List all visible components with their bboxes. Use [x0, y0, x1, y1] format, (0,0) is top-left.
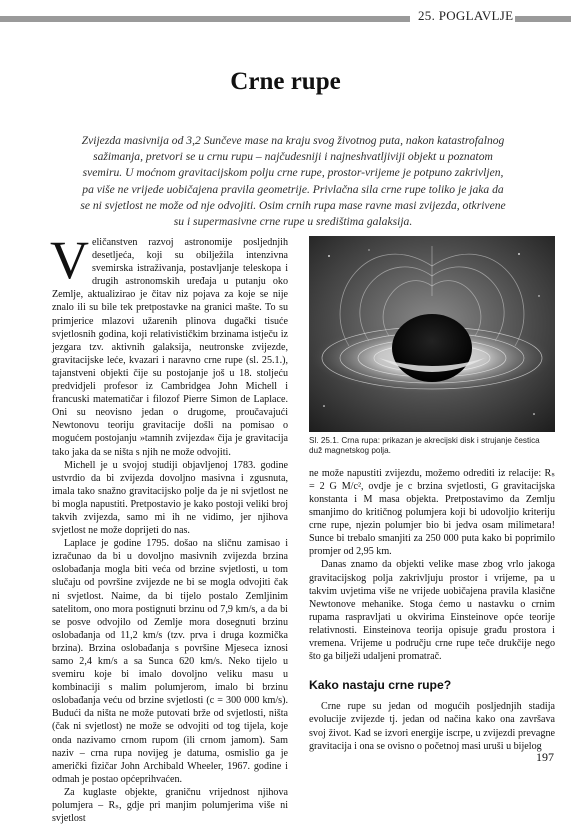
right-column [309, 236, 555, 753]
page-number: 197 [536, 750, 554, 764]
paragraph-text: eličanstven razvoj astronomije posljednjih desetljeća, koji su obilježila intenzivna svemirska istraživanja, postavljanje teleskopa i drugih astronomskih uređaja u putanju oko Zemlje, aktualizirao je čitav niz pojava za koje se nije znalo ili su bile tek pretpostavke na granici mašte. To su primjerice mlazovi užarenih plinova dugački tisuće svjetlosnih godina, koji relativističkim brzinama istječu iz jezgara tzv. aktivnih galaksija, neutronske zvijezde, gravitacijske leće, kvazari i naravno crne rupe (sl. 25.1.), tajanstveni objekti čije su postojanje još u 18. stoljeću predvidjeli profesor iz Cambridgea John Michell i francuski matematičar i filozof Pierre Simon de Laplace. Oni su neovisno jedan o drugome, proučavajući Newtonovu teoriju gravitacije došli na pomisao o mogućem postojanju »tamnih zvijezda« čija je gravitacija tako jaka da se ništa s njih ne može odvojiti. [52, 237, 288, 458]
body-paragraph: Crne rupe su jedan od mogućih posljednjih stadija evolucije zvijezde tj. jedan od načina kako ona završava svoj život. Kad se izvori energije iscrpe, u zvijezdi prevagne gravitacija i ona se ovisno o početnoj masi uruši u bijelog [309, 701, 555, 752]
header-rule-right [515, 16, 571, 22]
body-paragraph: Danas znamo da objekti velike mase zbog vrlo jakoga gravitacijskog polja zakrivljuju prostor i vrijeme, pa u takvim uvjetima više ne vrijede uobičajena pravila klasične Newtonove mehanike. Stoga ćemo u nastavku o crnim rupama raspravljati u okvirima Einsteinove opće teorije relativnosti. Einsteinova teorija opisuje građu prostora i vremena. Vrijeme u području crne rupe teče drukčije nego što ga bilježi udaljeni promatrač. [309, 559, 555, 663]
figure-caption: Sl. 25.1. Crna rupa: prikazan je akrecijski disk i strujanje čestica duž magnetskog polja. [309, 436, 540, 456]
black-hole-figure [309, 236, 555, 432]
body-paragraph: ne može napustiti zvijezdu, možemo odrediti iz relacije: Rₛ = 2 G M/c², ovdje je c brzina svjetlosti, G gravitacijska konstanta i M masa objekta. Pretpostavimo da Zemlju smanjimo do kritičnog polumjera koji bi udovoljio kriteriju crne rupe, njezin polumjer bio bi jedva osam milimetara! Sunce bi trebalo smanjiti za 250 000 puta kako bi poprimilo promjer od 2,95 km. [309, 467, 555, 558]
body-paragraph: Laplace je godine 1795. došao na sličnu zamisao i izračunao da bi u dovoljno masivnih zvijezda brzina oslobađanja mogla biti veća od brzine svjetlosti, u tom slučaju od površine zvijezde ne bi se mogla odvojiti čak ni svjetlost. Naime, da bi tijelo postalo Zemljinim satelitom, ono mora postignuti brzinu od 7,9 km/s, a da bi se posve odvojilo od Zemlje mora dosegnuti brzinu oslobađanja od 11,2 km/s (tzv. prva i druga kozmička brzina). Brzina oslobađanja s površine Mjeseca iznosi samo 2,4 km/s a sa Sunca 620 km/s. Neko tijelo u svemiru koje bi imalo dovoljno veliku masu u kombinaciji s malim polumjerom, imalo bi brzinu oslobađanja veću od brzine svjetlosti (c = 300 000 km/s). Budući da ništa ne može putovati brže od svjetlosti, ništa (čak ni svjetlost) ne može se odvojiti od tog tijela, koje onda nazivamo crnom rupom (ili crnom jamom). Sam naziv – crna rupa novijeg je datuma, osmislio ga je američki fizičar John Archibald Wheeler, 1967. godine i odmah je postao općeprihvaćen. [52, 538, 288, 785]
left-column [50, 230, 288, 825]
page-title: Crne rupe [230, 68, 341, 95]
chapter-label: 25. POGLAVLJE [418, 8, 514, 23]
body-paragraph: Michell je u svojoj studiji objavljenoj 1783. godine ustvrdio da bi zvijezda dovoljno masivna i zgusnuta, imala tako snažno gravitacijsko polje da je ni svjetlost ne bi mogla napustiti. Pretpostavio je kako postoji veliki broj takvih zvijezda, samo mi ih ne vidimo, jer njihova svjetlost ne može doprijeti do nas. [52, 459, 288, 537]
black-hole-illustration [309, 236, 555, 432]
chapter-abstract: Zvijezda masivnija od 3,2 Sunčeve mase na kraju svog životnog puta, nakon katastrofalnog sažimanja, pretvori se u crnu rupu – najčudesniji i najneshvatljiviji objekt u poznatom svemiru. U moćnom gravitacijskom polju crne rupe, prostor-vrijeme je potpuno zakrivljen, pa više ne vrijede uobičajena pravila geometrije. Privlačna sila crne rupe toliko je jaka da se ni svjetlost ne može od nje odvojiti. Osim crnih rupa mase ravne masi zvijezda, otkrivene su i supermasivne crne rupe u središtima galaksija. [80, 134, 506, 229]
body-paragraph: Za kuglaste objekte, graničnu vrijednost njihova polumjera – Rₛ, gdje pri manjim polumjerima više ni svjetlost [52, 786, 288, 825]
intro-paragraph [50, 230, 288, 459]
drop-cap: V [50, 230, 89, 290]
section-heading: Kako nastaju crne rupe? [309, 678, 452, 693]
header-rule-left [0, 16, 410, 22]
